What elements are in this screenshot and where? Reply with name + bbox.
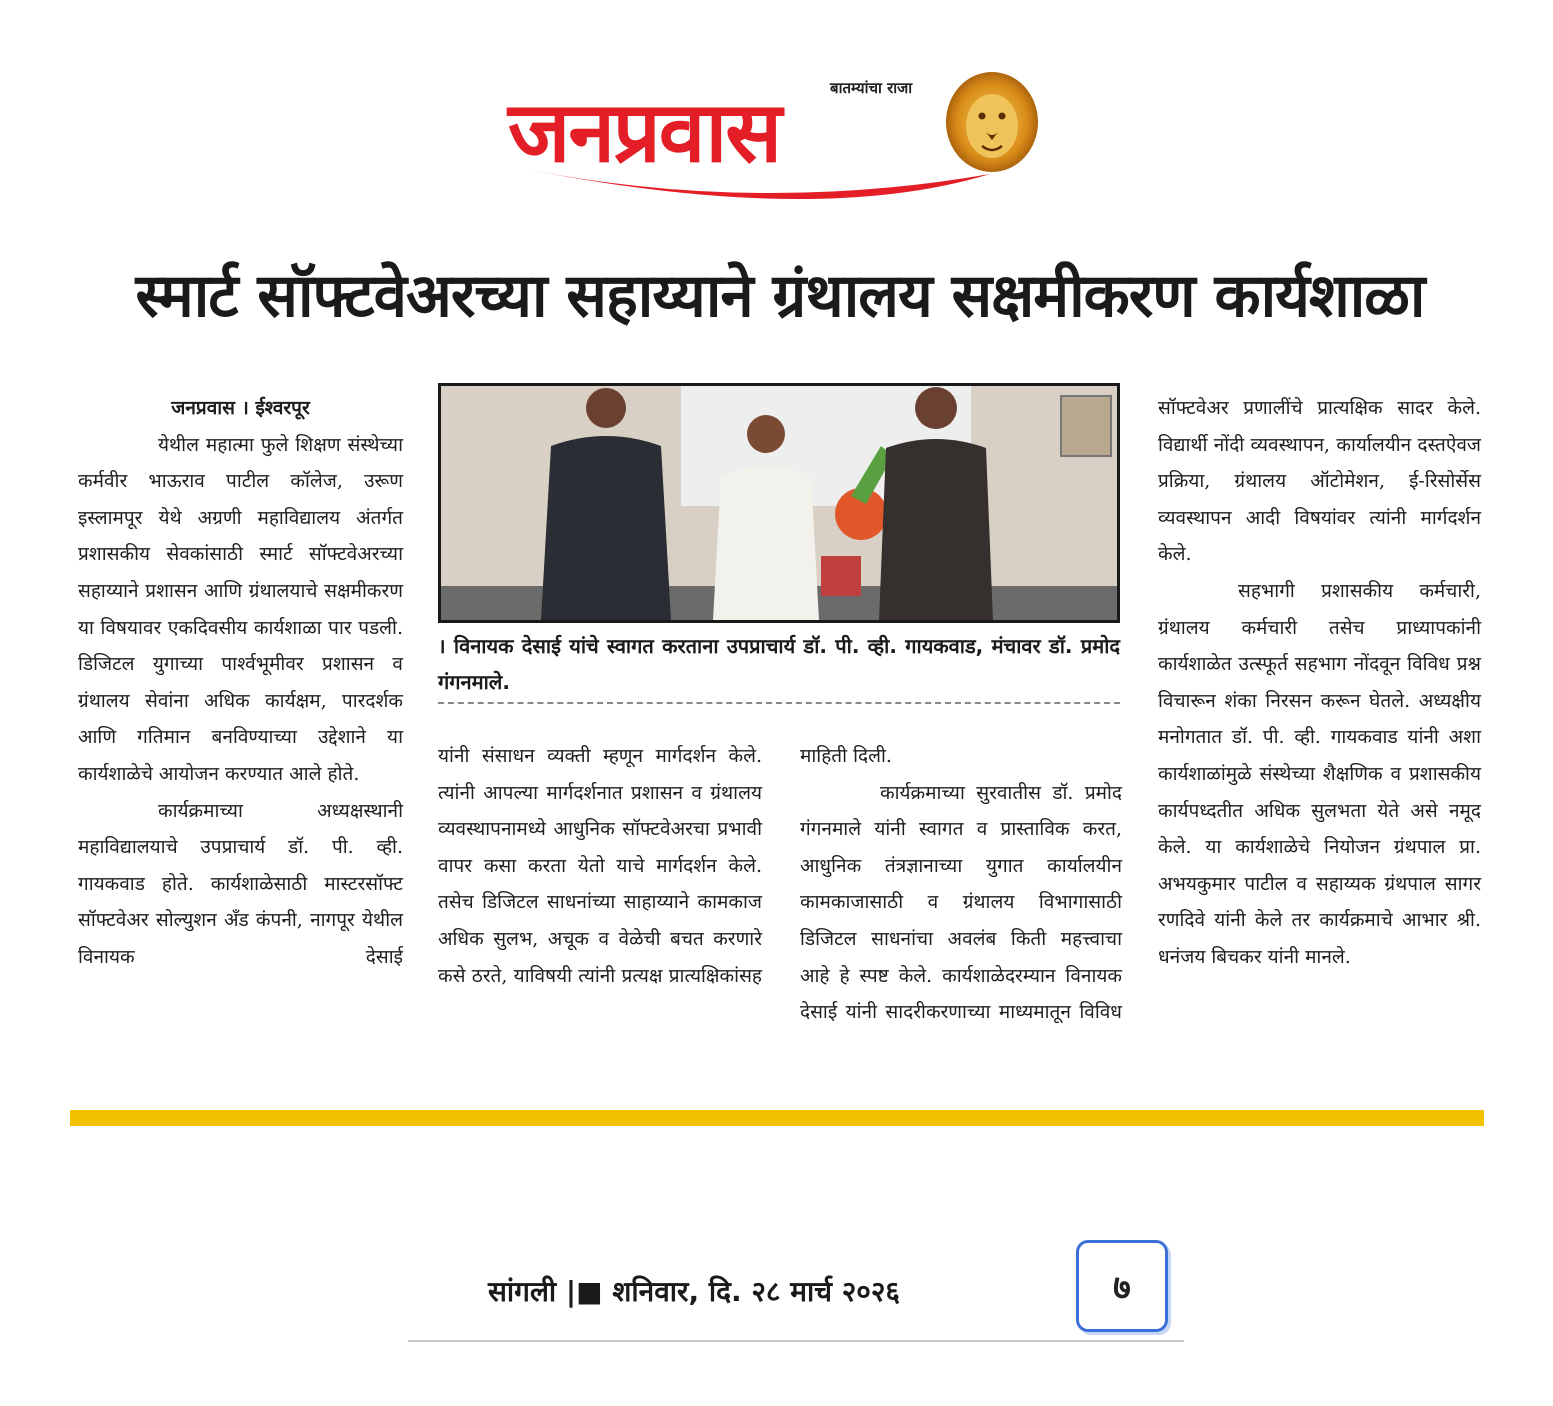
- yellow-divider: [70, 1110, 1484, 1126]
- page-number: ७: [1076, 1240, 1168, 1332]
- masthead-tagline: बातम्यांचा राजा: [830, 79, 913, 97]
- page-footer: [408, 1220, 1184, 1344]
- masthead-swoosh: [520, 164, 1040, 224]
- article-paragraph: येथील महात्मा फुले शिक्षण संस्थेच्या कर्मवीर भाऊराव पाटील कॉलेज, उरूण इस्लामपूर येथे अग्रणी महाविद्यालय अंतर्गत प्रशासकीय सेवकांसाठी स्मार्ट सॉफ्टवेअरच्या सहाय्याने प्रशासन आणि ग्रंथालयाचे सक्षमीकरण या विषयावर एकदिवसीय कार्यशाळा पार पडली. डिजिटल युगाच्या पार्श्वभूमीवर प्रशासन व ग्रंथालय सेवांना अधिक कार्यक्षम, पारदर्शक आणि गतिमान बनविण्याच्या उद्देशाने या कार्यशाळेचे आयोजन करण्यात आले होते.: [78, 433, 403, 785]
- article-paragraph: सॉफ्टवेअर प्रणालींचे प्रात्यक्षिक सादर केले. विद्यार्थी नोंदी व्यवस्थापन, कार्यालयीन दस्तऐवज प्रक्रिया, ग्रंथालय ऑटोमेशन, ई-रिसोर्सेस व्यवस्थापन आदी विषयांवर त्यांनी मार्गदर्शन केले.: [1158, 397, 1481, 566]
- headline: स्मार्ट सॉफ्टवेअरच्या सहाय्याने ग्रंथालय सक्षमीकरण कार्यशाळा: [135, 261, 1425, 331]
- dateline: जनप्रवास । ईश्वरपूर: [171, 397, 310, 419]
- caption-divider: [438, 702, 1120, 704]
- article-column-2: [438, 738, 762, 994]
- footer-edition-date: सांगली |■ शनिवार, दि. २८ मार्च २०२६: [488, 1275, 900, 1308]
- photo-illustration: [441, 386, 1117, 620]
- article-column-4: [1158, 390, 1481, 976]
- article-column-3: [800, 738, 1122, 1031]
- article-paragraph: सहभागी प्रशासकीय कर्मचारी, ग्रंथालय कर्मचारी तसेच प्राध्यापकांनी कार्यशाळेत उत्स्फूर्त सहभाग नोंदवून विविध प्रश्न विचारून शंका निरसन करून घेतले. अध्यक्षीय मनोगतात डॉ. पी. व्ही. गायकवाड यांनी अशा कार्यशाळांमुळे संस्थेच्या शैक्षणिक व प्रशासकीय कार्यपध्दतीत अधिक सुलभता येते असे नमूद केले. या कार्यशाळेचे नियोजन ग्रंथपाल प्रा. अभयकुमार पाटील व सहाय्यक ग्रंथपाल सागर रणदिवे यांनी केले तर कार्यक्रमाचे आभार श्री. धनंजय बिचकर यांनी मानले.: [1158, 579, 1481, 968]
- article-paragraph: कार्यक्रमाच्या सुरवातीस डॉ. प्रमोद गंगनमाले यांनी स्वागत व प्रास्ताविक करत, आधुनिक तंत्रज्ञानाच्या युगात कार्यालयीन कामकाजासाठी व ग्रंथालय विभागासाठी डिजिटल साधनांचा अवलंब किती महत्त्वाचा आहे हे स्पष्ट केले. कार्यशाळेदरम्यान विनायक देसाई यांनी सादरीकरणाच्या माध्यमातून विविध: [800, 781, 1122, 1024]
- newspaper-logo: जनप्रवास: [508, 83, 780, 181]
- masthead: [500, 60, 1060, 220]
- article-column-1: [78, 390, 403, 976]
- article-paragraph: यांनी संसाधन व्यक्ती म्हणून मार्गदर्शन केले. त्यांनी आपल्या मार्गदर्शनात प्रशासन व ग्रंथालय व्यवस्थापनामध्ये आधुनिक सॉफ्टवेअरचा प्रभावी वापर कसा करता येतो याचे मार्गदर्शन केले. तसेच डिजिटल साधनांच्या साहाय्याने कामकाज अधिक सुलभ, अचूक व वेळेची बचत करणारे कसे ठरते, याविषयी त्यांनी प्रत्यक्ष प्रात्यक्षिकांसह: [438, 745, 762, 987]
- footer-divider: [408, 1340, 1184, 1342]
- photo-caption: । विनायक देसाई यांचे स्वागत करताना उपप्राचार्य डॉ. पी. व्ही. गायकवाड, मंचावर डॉ. प्रमोद गंगनमाले.: [438, 634, 1120, 694]
- article-paragraph: कार्यक्रमाच्या अध्यक्षस्थानी महाविद्यालयाचे उपप्राचार्य डॉ. पी. व्ही. गायकवाड होते. कार्यशाळेसाठी मास्टरसॉफ्ट सॉफ्टवेअर सोल्युशन अँड कंपनी, नागपूर येथील विनायक देसाई: [78, 799, 403, 968]
- article-photo: [438, 383, 1120, 623]
- lion-icon: [942, 66, 1040, 176]
- article-paragraph: माहिती दिली.: [800, 745, 892, 767]
